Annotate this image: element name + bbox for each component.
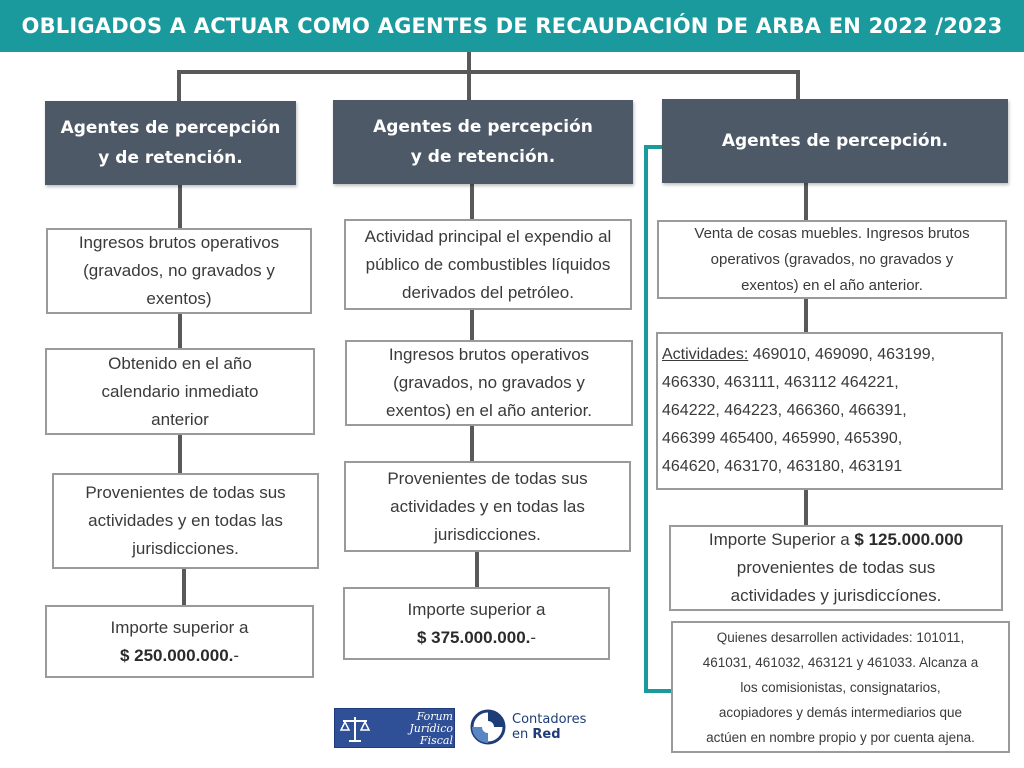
text-line: actividades y en todas las bbox=[390, 496, 585, 516]
col3-box-venta bbox=[657, 220, 1007, 299]
amount-suffix: - bbox=[530, 627, 537, 647]
col1-header-line1: Agentes de percepción bbox=[60, 118, 281, 138]
text-line: provenientes de todas sus bbox=[736, 558, 936, 577]
text-line: Importe superior a bbox=[110, 617, 249, 637]
col3-header bbox=[662, 99, 1008, 183]
text-line: exentos) en el año anterior. bbox=[741, 276, 923, 294]
col1-box-obtenido bbox=[45, 348, 315, 435]
connector bbox=[470, 309, 474, 341]
col2-box-provenientes bbox=[344, 461, 631, 552]
text-line: Actividad principal el expendio al bbox=[364, 226, 612, 246]
activities-line: 464222, 464223, 466360, 466391, bbox=[662, 402, 907, 419]
activities-line: 466399 465400, 465990, 465390, bbox=[662, 430, 903, 447]
text-line: jurisdicciones. bbox=[132, 539, 239, 558]
text-line: actividades y jurisdiccíones. bbox=[730, 586, 942, 605]
connector bbox=[470, 184, 474, 220]
connector bbox=[178, 313, 182, 349]
text-line: Provenientes de todas sus bbox=[85, 483, 286, 502]
forum-juridico-fiscal-logo bbox=[334, 708, 455, 748]
connector bbox=[796, 70, 800, 102]
text-line: Ingresos brutos operativos bbox=[78, 233, 280, 252]
amount-suffix: - bbox=[233, 645, 240, 665]
page-title: OBLIGADOS A ACTUAR COMO AGENTES DE RECAUDACIÓN DE ARBA EN 2022 /2023 bbox=[0, 0, 1024, 52]
text-line: exentos) en el año anterior. bbox=[385, 401, 593, 420]
amount-line bbox=[417, 624, 536, 652]
connector bbox=[182, 568, 186, 606]
col3-note bbox=[671, 621, 1010, 753]
col2-header-line1: Agentes de percepción bbox=[373, 117, 593, 137]
amount-line bbox=[709, 526, 963, 554]
col3-box-importe bbox=[669, 525, 1003, 611]
col3-header-line1: Agentes de percepción. bbox=[721, 131, 949, 151]
text-line: jurisdicciones. bbox=[434, 524, 541, 544]
amount-value: $ 250.000.000. bbox=[119, 645, 234, 665]
connector bbox=[475, 551, 479, 588]
logo-text: Red bbox=[532, 727, 561, 742]
activities-line: 464620, 463170, 463180, 463191 bbox=[662, 458, 903, 475]
text-line: derivados del petróleo. bbox=[401, 282, 574, 302]
activities-first-line bbox=[662, 341, 935, 369]
note-line: los comisionistas, consignatarios, bbox=[740, 679, 941, 695]
text-line: Importe superior a bbox=[407, 599, 546, 619]
col3-box-actividades bbox=[656, 332, 1003, 490]
col1-box-provenientes bbox=[52, 473, 319, 569]
connector bbox=[177, 70, 800, 74]
logo-text: Fiscal bbox=[419, 734, 453, 747]
text-line: (gravados, no gravados y bbox=[83, 261, 275, 280]
col2-box-importe bbox=[343, 587, 610, 660]
connector bbox=[804, 489, 808, 526]
text-line: Provenientes de todas sus bbox=[387, 468, 588, 488]
logo-text: Forum bbox=[416, 710, 453, 723]
col2-box-actividad bbox=[344, 219, 632, 310]
teal-bracket bbox=[644, 145, 648, 693]
activities-line: 466330, 463111, 463112 464221, bbox=[662, 374, 899, 391]
col2-box-ingresos bbox=[345, 340, 633, 426]
logo-text-line bbox=[512, 727, 586, 742]
col2-header bbox=[333, 100, 633, 184]
activities-label: Actividades: bbox=[662, 346, 749, 363]
text-line: anterior bbox=[151, 409, 209, 429]
text-line: exentos) bbox=[146, 289, 212, 308]
note-line: 461031, 461032, 463121 y 461033. Alcanza a bbox=[702, 654, 979, 670]
text-line: calendario inmediato bbox=[101, 381, 259, 401]
contadores-en-red-logo bbox=[512, 712, 586, 742]
amount-value: $ 375.000.000. bbox=[416, 627, 531, 647]
note-line: Quienes desarrollen actividades: 101011, bbox=[716, 629, 965, 645]
text-line: Ingresos brutos operativos bbox=[388, 345, 590, 364]
note-line: actúen en nombre propio y por cuenta ajena. bbox=[706, 729, 975, 745]
col1-header bbox=[45, 101, 296, 185]
col1-box-ingresos bbox=[46, 228, 312, 314]
connector bbox=[467, 52, 471, 72]
text-line: Venta de cosas muebles. Ingresos brutos bbox=[694, 224, 970, 242]
teal-bracket bbox=[644, 689, 672, 693]
text-line: público de combustibles líquidos bbox=[365, 254, 611, 274]
col1-header-line2: y de retención. bbox=[98, 148, 243, 168]
note-line: acopiadores y demás intermediarios que bbox=[718, 704, 963, 720]
text-line: Obtenido en el año bbox=[108, 353, 252, 373]
connector bbox=[177, 70, 181, 102]
connector bbox=[804, 183, 808, 221]
amount-line bbox=[120, 642, 239, 670]
amount-prefix: Importe Superior a bbox=[708, 530, 855, 549]
logo-text: en bbox=[512, 727, 529, 742]
connector bbox=[804, 298, 808, 333]
amount-value: $ 125.000.000 bbox=[854, 530, 964, 549]
text-line: (gravados, no gravados y bbox=[393, 373, 585, 392]
text-line: operativos (gravados, no gravados y bbox=[710, 250, 954, 268]
col2-header-line2: y de retención. bbox=[410, 147, 556, 167]
connector bbox=[470, 425, 474, 462]
connector bbox=[178, 434, 182, 474]
connector bbox=[467, 70, 471, 102]
text-line: actividades y en todas las bbox=[88, 511, 283, 530]
contadores-en-red-icon bbox=[470, 708, 506, 746]
scale-icon bbox=[339, 713, 371, 745]
col1-box-importe bbox=[45, 605, 314, 678]
connector bbox=[178, 185, 182, 229]
logo-text: Jurídico bbox=[409, 722, 453, 735]
logo-text: Contadores bbox=[512, 712, 587, 727]
activities-codes: 469010, 469090, 463199, bbox=[748, 346, 936, 363]
